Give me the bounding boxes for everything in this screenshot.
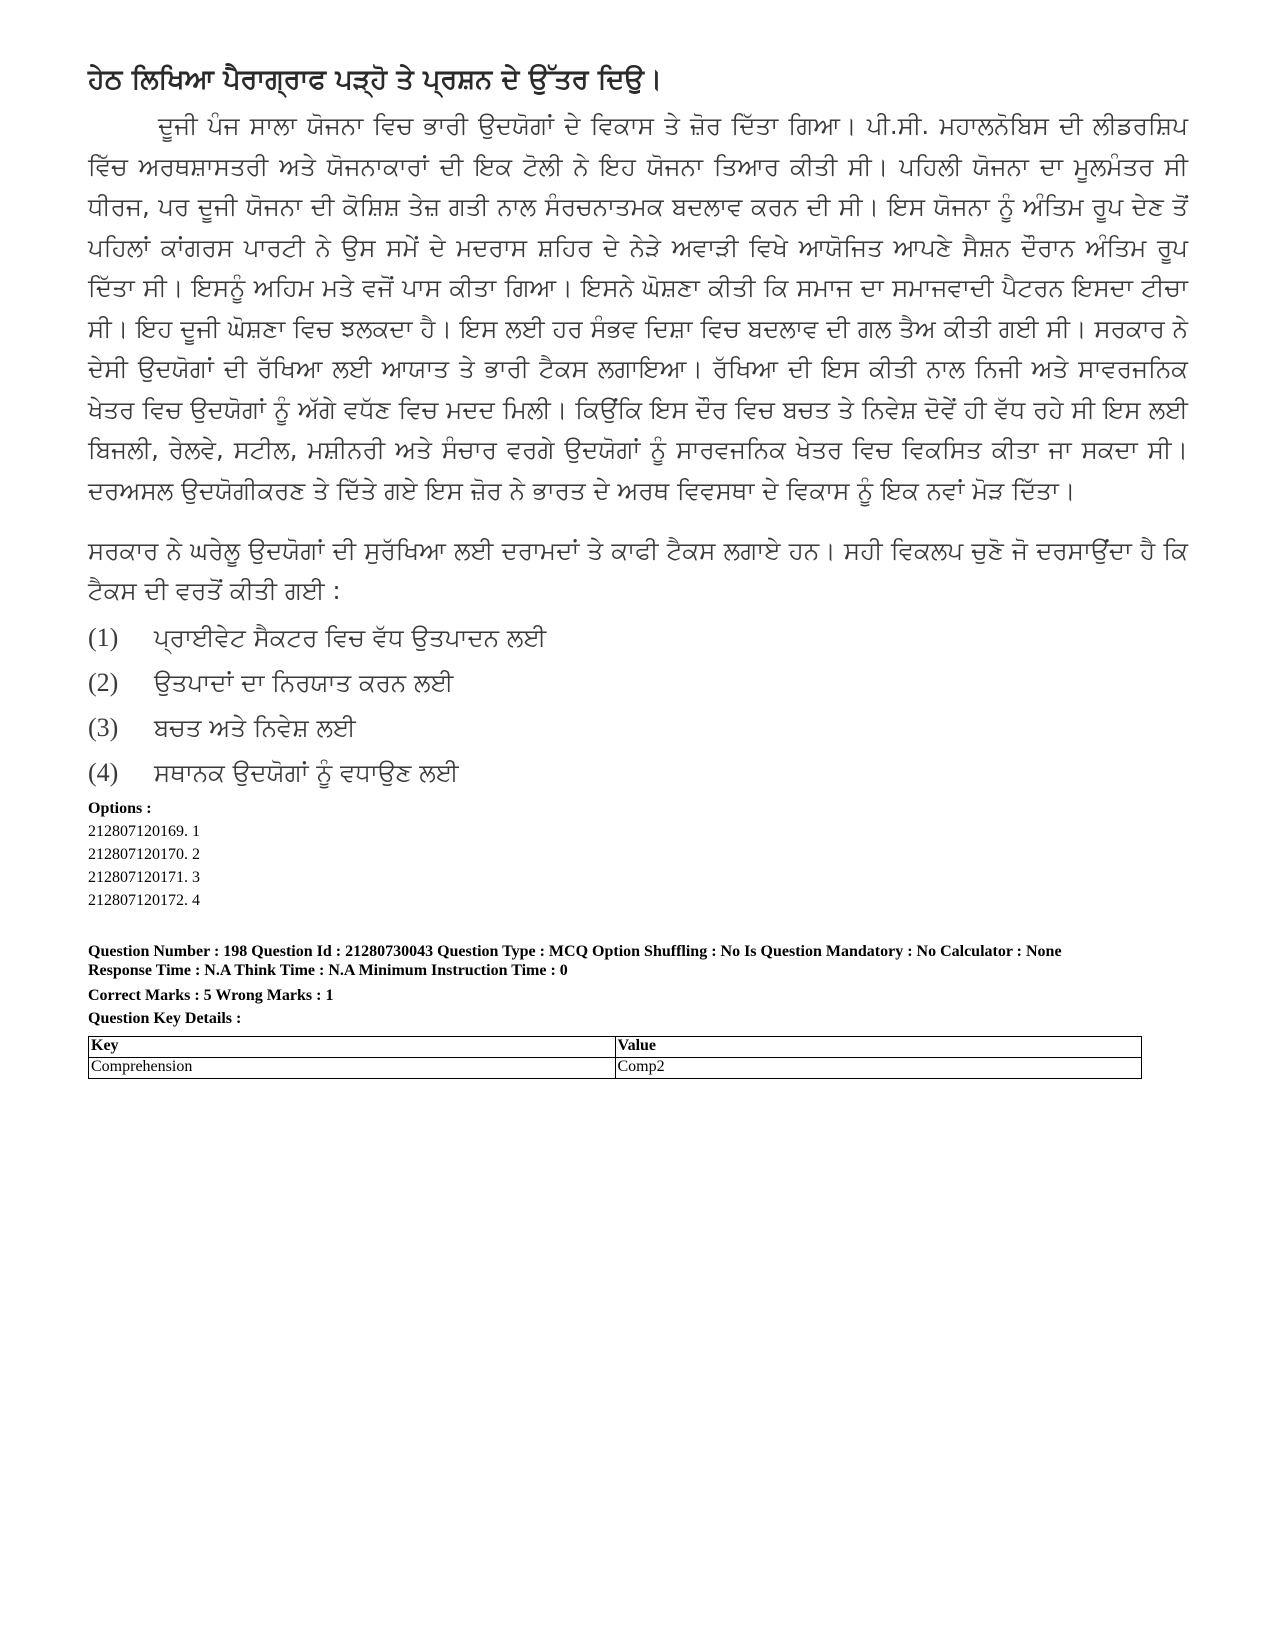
question-page bbox=[88, 60, 1188, 1079]
table-header-key: Key bbox=[89, 1037, 616, 1058]
option-id: 212807120170. 2 bbox=[88, 846, 200, 863]
choice-text: ਪ੍ਰਾਈਵੇਟ ਸੈਕਟਰ ਵਿਚ ਵੱਧ ਉਤਪਾਦਨ ਲਈ bbox=[154, 623, 547, 652]
table-cell-value: Comp2 bbox=[615, 1058, 1142, 1079]
marks-info: Correct Marks : 5 Wrong Marks : 1 bbox=[88, 987, 334, 1004]
choice-text: ਬਚਤ ਅਤੇ ਨਿਵੇਸ਼ ਲਈ bbox=[154, 713, 356, 742]
question-info-line2: Response Time : N.A Think Time : N.A Minimum Instruction Time : 0 bbox=[88, 962, 568, 979]
question-text: ਸਰਕਾਰ ਨੇ ਘਰੇਲੂ ਉਦਯੋਗਾਂ ਦੀ ਸੁਰੱਖਿਆ ਲਈ ਦਰਾਮਦਾਂ ਤੇ ਕਾਫੀ ਟੈਕਸ ਲਗਾਏ ਹਨ। ਸਹੀ ਵਿਕਲਪ ਚੁਣੋ ਜੋ ਦਰਸਾਉਂਦਾ ਹੈ ਕਿ ਟੈਕਸ ਦੀ ਵਰਤੋਂ ਕੀਤੀ ਗਈ : bbox=[88, 536, 1188, 605]
table-cell-key: Comprehension bbox=[89, 1058, 616, 1079]
key-details-table bbox=[88, 1036, 1142, 1079]
table-header-value: Value bbox=[615, 1037, 1142, 1058]
options-label: Options : bbox=[88, 800, 152, 817]
table-header-row bbox=[89, 1037, 1142, 1058]
option-id: 212807120172. 4 bbox=[88, 892, 200, 909]
passage-text: ਦੂਜੀ ਪੰਜ ਸਾਲਾ ਯੋਜਨਾ ਵਿਚ ਭਾਰੀ ਉਦਯੋਗਾਂ ਦੇ ਵਿਕਾਸ ਤੇ ਜ਼ੋਰ ਦਿੱਤਾ ਗਿਆ। ਪੀ.ਸੀ. ਮਹਾਲਨੋਬਿਸ ਦੀ ਲੀਡਰਸ਼ਿਪ ਵਿੱਚ ਅਰਥਸ਼ਾਸਤਰੀ ਅਤੇ ਯੋਜਨਾਕਾਰਾਂ ਦੀ ਇਕ ਟੋਲੀ ਨੇ ਇਹ ਯੋਜਨਾ ਤਿਆਰ ਕੀਤੀ ਸੀ। ਪਹਿਲੀ ਯੋਜਨਾ ਦਾ ਮੂਲਮੰਤਰ ਸੀ ਧੀਰਜ, ਪਰ ਦੂਜੀ ਯੋਜਨਾ ਦੀ ਕੋਸ਼ਿਸ਼ ਤੇਜ਼ ਗਤੀ ਨਾਲ ਸੰਰਚਨਾਤਮਕ ਬਦਲਾਵ ਕਰਨ ਦੀ ਸੀ। ਇਸ ਯੋਜਨਾ ਨੂੰ ਅੰਤਿਮ ਰੂਪ ਦੇਣ ਤੋਂ ਪਹਿਲਾਂ ਕਾਂਗਰਸ ਪਾਰਟੀ ਨੇ ਉਸ ਸਮੇਂ ਦੇ ਮਦਰਾਸ ਸ਼ਹਿਰ ਦੇ ਨੇੜੇ ਅਵਾੜੀ ਵਿਖੇ ਆਯੋਜਿਤ ਆਪਣੇ ਸੈਸ਼ਨ ਦੌਰਾਨ ਅੰਤਿਮ ਰੂਪ ਦਿੱਤਾ ਸੀ। ਇਸਨੂੰ ਅਹਿਮ ਮਤੇ ਵਜੋਂ ਪਾਸ ਕੀਤਾ ਗਿਆ। ਇਸਨੇ ਘੋਸ਼ਣਾ ਕੀਤੀ ਕਿ ਸਮਾਜ ਦਾ ਸਮਾਜਵਾਦੀ ਪੈਟਰਨ ਇਸਦਾ ਟੀਚਾ ਸੀ। ਇਹ ਦੂਜੀ ਘੋਸ਼ਣਾ ਵਿਚ ਝਲਕਦਾ ਹੈ। ਇਸ ਲਈ ਹਰ ਸੰਭਵ ਦਿਸ਼ਾ ਵਿਚ ਬਦਲਾਵ ਦੀ ਗਲ ਤੈਅ ਕੀਤੀ ਗਈ ਸੀ। ਸਰਕਾਰ ਨੇ ਦੇਸੀ ਉਦਯੋਗਾਂ ਦੀ ਰੱਖਿਆ ਲਈ ਆਯਾਤ ਤੇ ਭਾਰੀ ਟੈਕਸ ਲਗਾਇਆ। ਰੱਖਿਆ ਦੀ ਇਸ ਕੀਤੀ ਨਾਲ ਨਿਜੀ ਅਤੇ ਸਾਵਰਜਨਿਕ ਖੇਤਰ ਵਿਚ ਉਦਯੋਗਾਂ ਨੂੰ ਅੱਗੇ ਵਧੱਣ ਵਿਚ ਮਦਦ ਮਿਲੀ। ਕਿਉਂਕਿ ਇਸ ਦੌਰ ਵਿਚ ਬਚਤ ਤੇ ਨਿਵੇਸ਼ ਦੋਵੇਂ ਹੀ ਵੱਧ ਰਹੇ ਸੀ ਇਸ ਲਈ ਬਿਜਲੀ, ਰੇਲਵੇ, ਸਟੀਲ, ਮਸ਼ੀਨਰੀ ਅਤੇ ਸੰਚਾਰ ਵਰਗੇ ਉਦਯੋਗਾਂ ਨੂੰ ਸਾਰਵਜਨਿਕ ਖੇਤਰ ਵਿਚ ਵਿਕਸਿਤ ਕੀਤਾ ਜਾ ਸਕਦਾ ਸੀ। ਦਰਅਸਲ ਉਦਯੋਗੀਕਰਣ ਤੇ ਦਿੱਤੇ ਗਏ ਇਸ ਜ਼ੋਰ ਨੇ ਭਾਰਤ ਦੇ ਅਰਥ ਵਿਵਸਥਾ ਦੇ ਵਿਕਾਸ ਨੂੰ ਇਕ ਨਵਾਂ ਮੋੜ ਦਿੱਤਾ। bbox=[88, 111, 1188, 505]
table-row bbox=[89, 1058, 1142, 1079]
choice-number: (3) bbox=[88, 713, 119, 742]
choice-number: (1) bbox=[88, 623, 119, 652]
choice-text: ਸਥਾਨਕ ਉਦਯੋਗਾਂ ਨੂੰ ਵਧਾਉਣ ਲਈ bbox=[154, 758, 459, 787]
choice-item bbox=[88, 750, 1188, 795]
option-id: 212807120169. 1 bbox=[88, 823, 200, 840]
key-details-label: Question Key Details : bbox=[88, 1010, 242, 1027]
choice-number: (2) bbox=[88, 668, 119, 697]
choice-item bbox=[88, 705, 1188, 750]
question-info-line1: Question Number : 198 Question Id : 21280730043 Question Type : MCQ Option Shuffling : No Is Question Mandatory : No Calculator : None bbox=[88, 943, 1062, 960]
choice-item bbox=[88, 660, 1188, 705]
passage-heading: ਹੇਠ ਲਿਖਿਆ ਪੈਰਾਗ੍ਰਾਫ ਪੜ੍ਹੋ ਤੇ ਪ੍ਰਸ਼ਨ ਦੇ ਉੱਤਰ ਦਿਉ। bbox=[88, 64, 663, 95]
choice-item bbox=[88, 615, 1188, 660]
choice-number: (4) bbox=[88, 758, 119, 787]
option-id: 212807120171. 3 bbox=[88, 869, 200, 886]
passage-image-block bbox=[88, 60, 1188, 795]
choice-text: ਉਤਪਾਦਾਂ ਦਾ ਨਿਰਯਾਤ ਕਰਨ ਲਈ bbox=[154, 668, 454, 697]
